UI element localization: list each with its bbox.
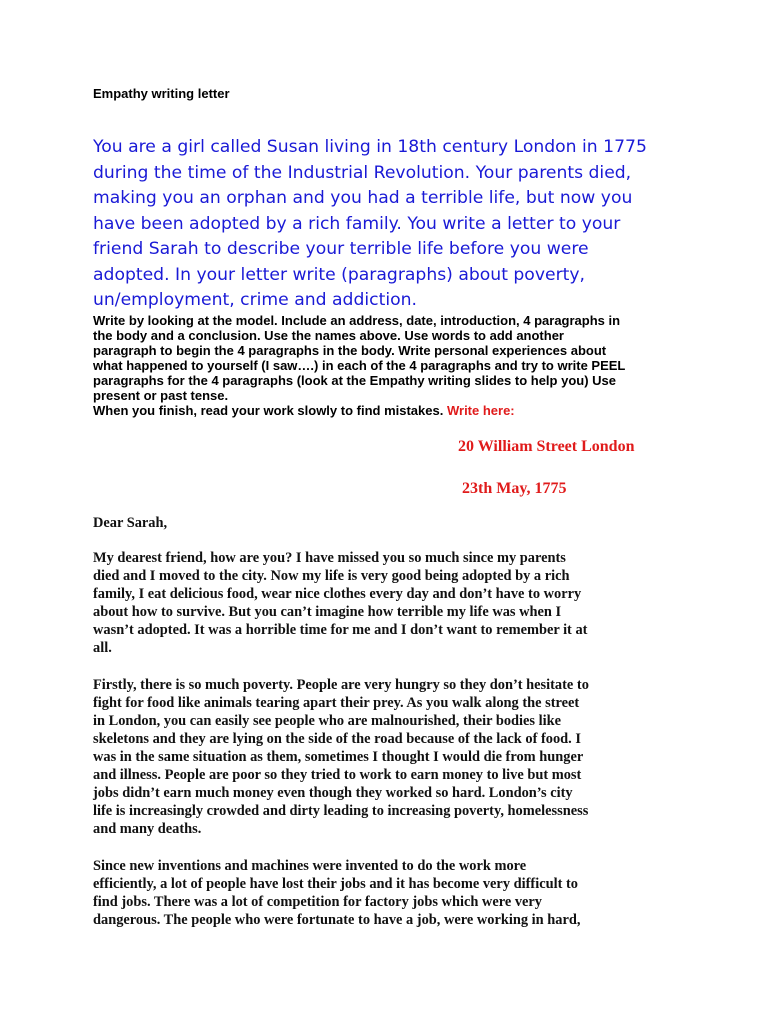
instruction-line: present or past tense. — [93, 388, 229, 403]
letter-line: all. — [93, 640, 112, 656]
letter-paragraph-employment — [93, 857, 683, 929]
letter-line: dangerous. The people who were fortunate to have a job, were working in hard, — [93, 912, 581, 928]
write-here-label: Write here: — [446, 403, 515, 418]
final-instruction: When you finish, read your work slowly to find mistakes. — [93, 403, 444, 418]
letter-line: and many deaths. — [93, 821, 202, 837]
prompt-line: during the time of the Industrial Revolution. Your parents died, — [93, 162, 632, 183]
letter-paragraph-poverty — [93, 676, 683, 838]
task-prompt — [93, 135, 683, 314]
letter-salutation: Dear Sarah, — [93, 515, 168, 531]
prompt-line: friend Sarah to describe your terrible life before you were — [93, 239, 589, 259]
instruction-line: paragraphs for the 4 paragraphs (look at the Empathy writing slides to help you) Use — [93, 373, 616, 388]
letter-line: life is increasingly crowded and dirty leading to increasing poverty, homelessness — [93, 803, 589, 819]
letter-line: Firstly, there is so much poverty. People are very hungry so they don’t hesitate to — [93, 677, 589, 693]
letter-line: jobs didn’t earn much money even though they worked so hard. London’s city — [93, 785, 573, 801]
letter-line: about how to survive. But you can’t imagine how terrible my life was when I — [93, 604, 562, 620]
final-instruction-line — [93, 403, 693, 418]
prompt-line: making you an orphan and you had a terrible life, but now you — [93, 188, 633, 208]
instruction-line: the body and a conclusion. Use the names above. Use words to add another — [93, 328, 564, 343]
instruction-line: paragraph to begin the 4 paragraphs in the body. Write personal experiences about — [93, 343, 607, 358]
letter-line: fight for food like animals tearing apart their prey. As you walk along the street — [93, 695, 580, 711]
letter-line: My dearest friend, how are you? I have missed you so much since my parents — [93, 550, 566, 566]
letter-line: wasn’t adopted. It was a horrible time for me and I don’t want to remember it at — [93, 622, 588, 638]
letter-line: Since new inventions and machines were invented to do the work more — [93, 858, 527, 874]
writing-instructions — [93, 313, 693, 418]
letter-line: skeletons and they are lying on the side of the road because of the lack of food. I — [93, 731, 581, 747]
letter-paragraph-intro — [93, 549, 683, 657]
prompt-line: have been adopted by a rich family. You write a letter to your — [93, 213, 621, 234]
letter-line: find jobs. There was a lot of competition for factory jobs which were very — [93, 894, 542, 910]
document-title: Empathy writing letter — [93, 86, 230, 101]
instruction-line: Write by looking at the model. Include an address, date, introduction, 4 paragraphs in — [93, 313, 621, 328]
letter-line: family, I eat delicious food, wear nice clothes every day and don’t have to worry — [93, 586, 582, 602]
letter-line: and illness. People are poor so they tried to work to earn money to live but most — [93, 767, 582, 783]
letter-line: died and I moved to the city. Now my life is very good being adopted by a rich — [93, 568, 570, 584]
prompt-line: un/employment, crime and addiction. — [93, 290, 417, 310]
letter-line: in London, you can easily see people who are malnourished, their bodies like — [93, 713, 562, 729]
letter-address: 20 William Street London — [458, 438, 635, 455]
instruction-line: what happened to yourself (I saw….) in each of the 4 paragraphs and try to write PEEL — [93, 358, 626, 373]
letter-date: 23th May, 1775 — [462, 480, 567, 497]
prompt-line: You are a girl called Susan living in 18th century London in 1775 — [93, 137, 647, 157]
letter-line: efficiently, a lot of people have lost their jobs and it has become very difficult to — [93, 876, 578, 892]
letter-line: was in the same situation as them, sometimes I thought I would die from hunger — [93, 749, 584, 765]
prompt-line: adopted. In your letter write (paragraphs) about poverty, — [93, 264, 586, 285]
